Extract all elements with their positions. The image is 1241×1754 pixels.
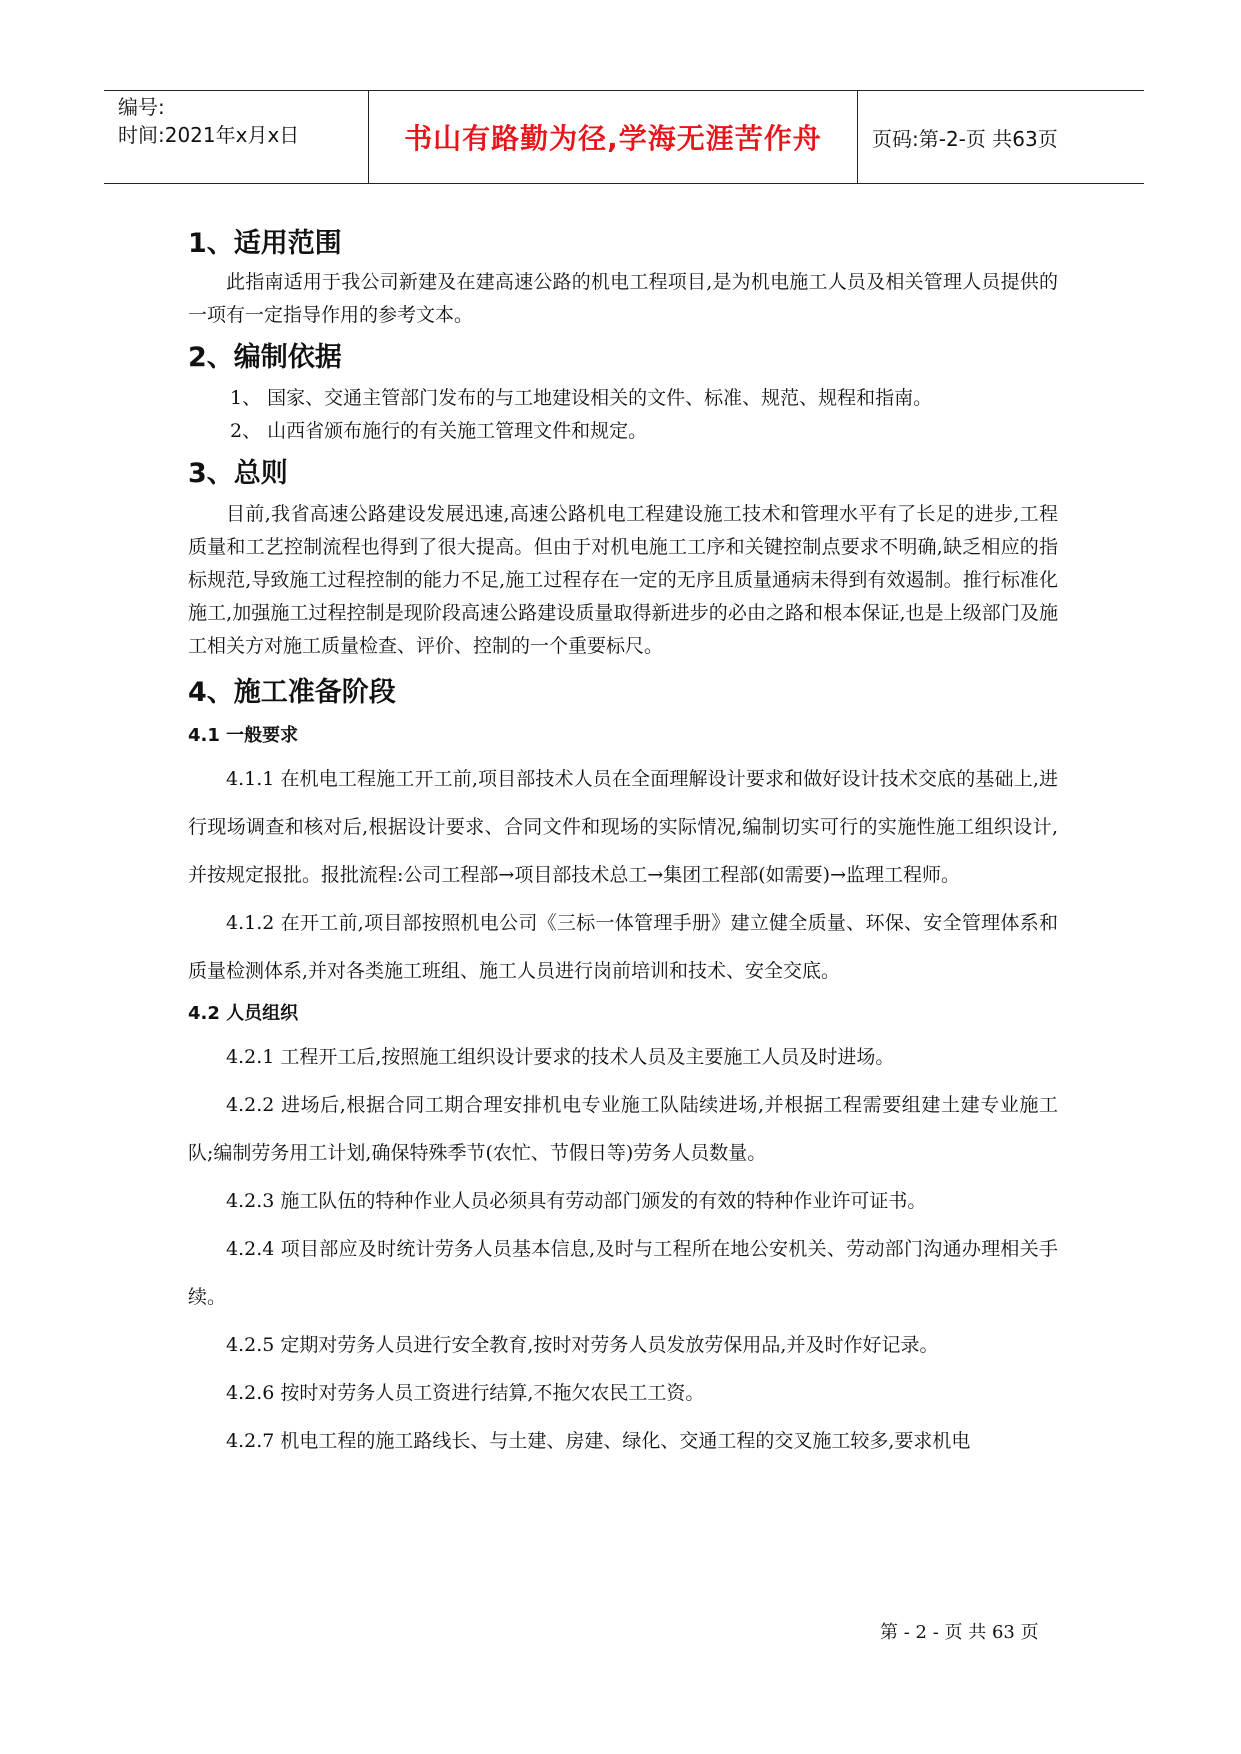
footer-page-number: 第 - 2 - 页 共 63 页 <box>880 1622 1039 1643</box>
header-left-cell <box>104 91 369 183</box>
header-page-code: 页码:第-2-页 共63页 <box>872 126 1058 151</box>
list-item: 1、 国家、交通主管部门发布的与工地建设相关的文件、标准、规范、规程和指南。 <box>230 387 933 409</box>
time-label: 时间:2021年x月x日 <box>118 123 300 147</box>
clause-4-2-1: 4.2.1 工程开工后,按照施工组织设计要求的技术人员及主要施工人员及时进场。 <box>226 1046 895 1068</box>
clause-4-2-5: 4.2.5 定期对劳务人员进行安全教育,按时对劳务人员发放劳保用品,并及时作好记录。 <box>226 1334 939 1356</box>
section-title-1: 1、适用范围 <box>188 228 342 259</box>
number-label: 编号: <box>118 95 165 119</box>
section-title-4: 4、施工准备阶段 <box>188 677 396 708</box>
page-header <box>104 90 1144 184</box>
subsection-title-4-1: 4.1 一般要求 <box>188 725 299 746</box>
subsection-title-4-2: 4.2 人员组织 <box>188 1003 299 1024</box>
paragraph: 目前,我省高速公路建设发展迅速,高速公路机电工程建设施工技术和管理水平有了长足的进步,工程质量和工艺控制流程也得到了很大提高。但由于对机电施工工序和关键控制点要求不明确,缺乏相应的指标规范,导致施工过程控制的能力不足,施工过程存在一定的无序且质量通病未得到有效遏制。推行标准化施工,加强施工过程控制是现阶段高速公路建设质量取得新进步的必由之路和根本保证,也是上级部门及施工相关方对施工质量检查、评价、控制的一个重要标尺。 <box>188 503 1058 657</box>
clause-4-2-4: 4.2.4 项目部应及时统计劳务人员基本信息,及时与工程所在地公安机关、劳动部门沟通办理相关手续。 <box>188 1238 1058 1308</box>
clause-4-2-2: 4.2.2 进场后,根据合同工期合理安排机电专业施工队陆续进场,并根据工程需要组建土建专业施工队;编制劳务用工计划,确保特殊季节(农忙、节假日等)劳务人员数量。 <box>188 1094 1058 1164</box>
clause-4-2-6: 4.2.6 按时对劳务人员工资进行结算,不拖欠农民工工资。 <box>226 1382 705 1404</box>
clause-4-1-2: 4.1.2 在开工前,项目部按照机电公司《三标一体管理手册》建立健全质量、环保、安全管理体系和质量检测体系,并对各类施工班组、施工人员进行岗前培训和技术、安全交底。 <box>188 912 1058 982</box>
header-motto: 书山有路勤为径,学海无涯苦作舟 <box>369 91 858 183</box>
section-title-3: 3、总则 <box>188 458 288 489</box>
section-title-2: 2、编制依据 <box>188 342 342 373</box>
paragraph: 此指南适用于我公司新建及在建高速公路的机电工程项目,是为机电施工人员及相关管理人员提供的一项有一定指导作用的参考文本。 <box>188 271 1058 326</box>
document-body <box>188 222 1058 1465</box>
clause-4-1-1: 4.1.1 在机电工程施工开工前,项目部技术人员在全面理解设计要求和做好设计技术交底的基础上,进行现场调查和核对后,根据设计要求、合同文件和现场的实际情况,编制切实可行的实施性施工组织设计,并按规定报批。报批流程:公司工程部→项目部技术总工→集团工程部(如需要)→监理工程师。 <box>188 768 1058 886</box>
clause-4-2-7: 4.2.7 机电工程的施工路线长、与土建、房建、绿化、交通工程的交叉施工较多,要求机电 <box>226 1430 971 1452</box>
list-item: 2、 山西省颁布施行的有关施工管理文件和规定。 <box>230 420 648 442</box>
clause-4-2-3: 4.2.3 施工队伍的特种作业人员必须具有劳动部门颁发的有效的特种作业许可证书。 <box>226 1190 927 1212</box>
